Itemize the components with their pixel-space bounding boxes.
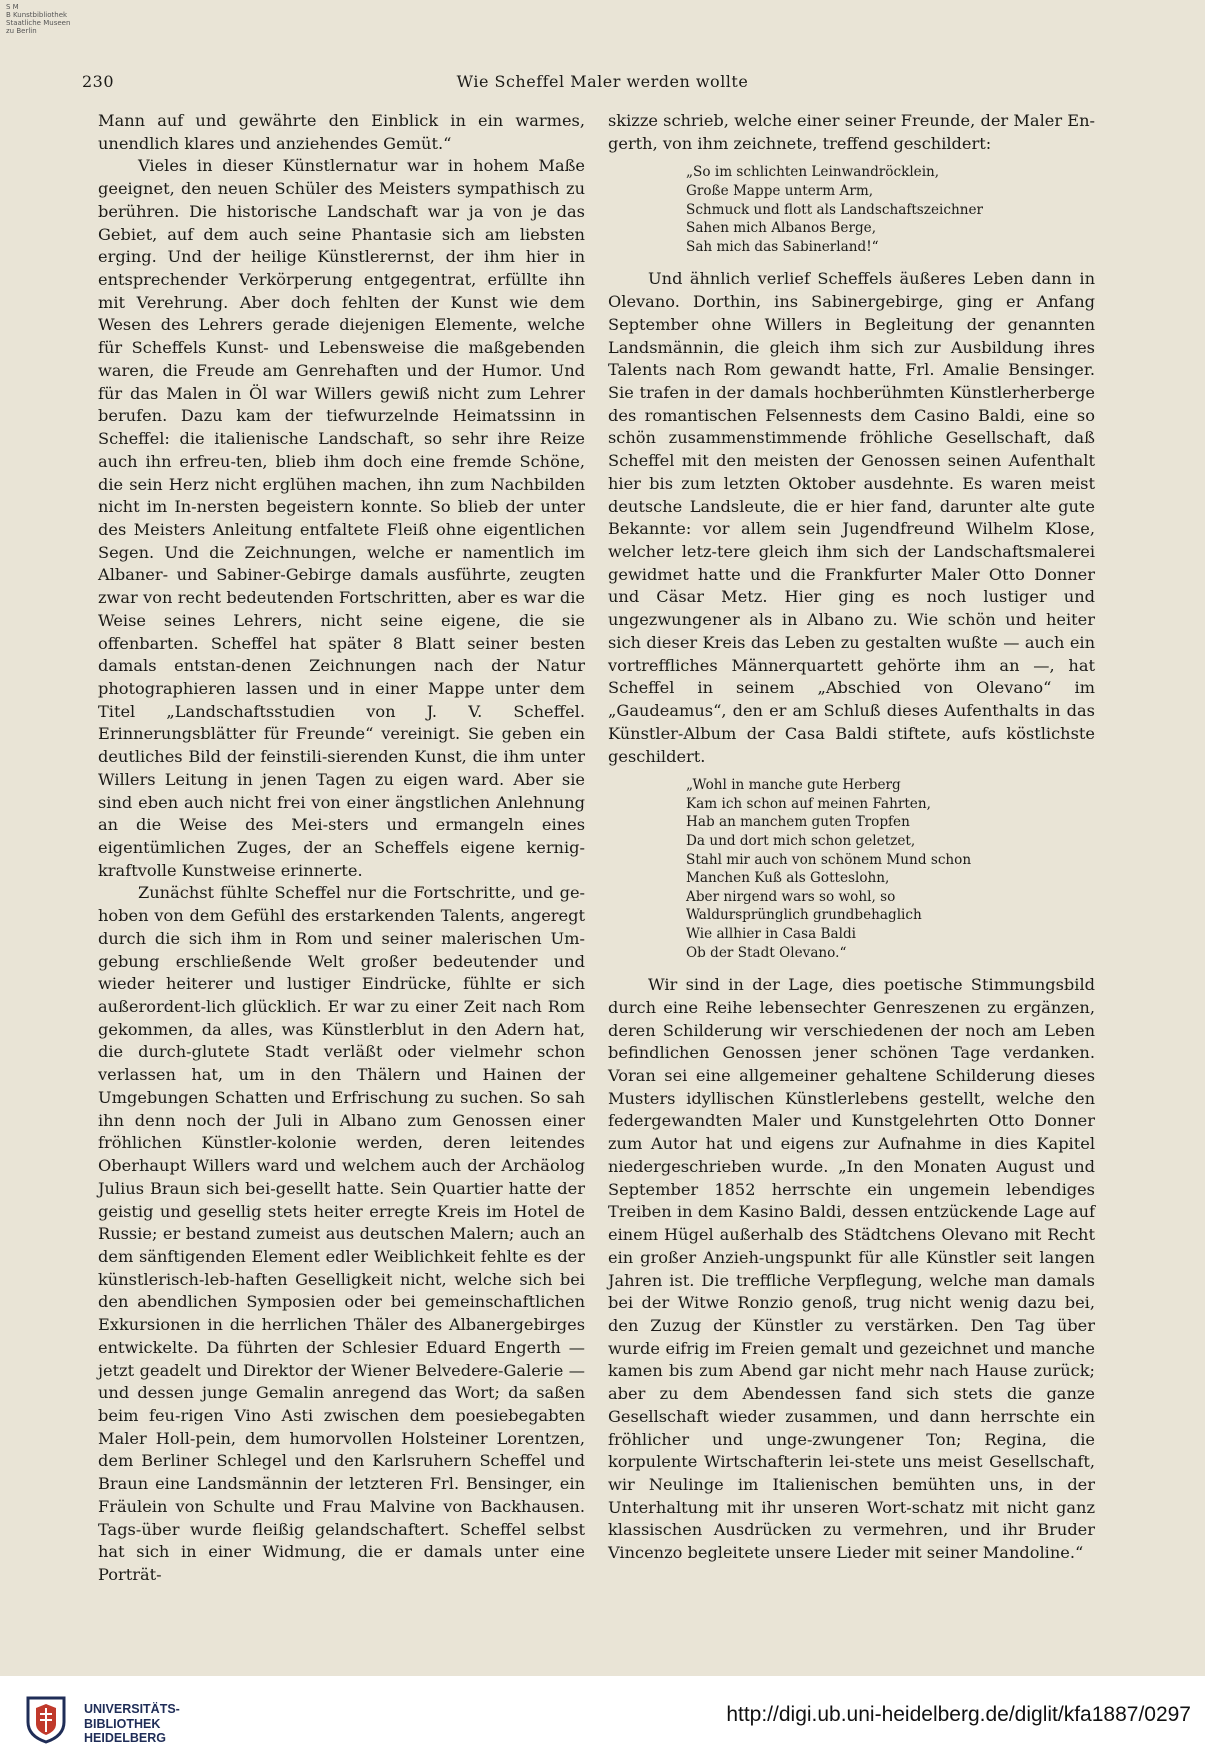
poem-line: Manchen Kuß als Gotteslohn, <box>686 870 890 887</box>
poem-line: Stahl mir auch von schönem Mund schon <box>686 851 972 868</box>
poem-line: „Wohl in manche gute Herberg <box>686 777 901 794</box>
library-stamp <box>6 3 70 35</box>
library-name-line: UNIVERSITÄTS- <box>84 1702 180 1716</box>
poem-line: Aber nirgend wars so wohl, so <box>686 888 896 905</box>
stamp-line: Staatliche Museen <box>6 19 71 27</box>
poem-line: Kam ich schon auf meinen Fahrten, <box>686 795 931 812</box>
stamp-line: zu Berlin <box>6 27 37 35</box>
poem-line: Da und dort mich schon geletzet, <box>686 833 916 849</box>
library-name <box>84 1702 180 1746</box>
paragraph: Vieles in dieser Künstlernatur war in hohem Maße geeignet, den neuen Schüler des Meisters sympathisch zu berühren. Die historische Landschaft war ja von je das Gebiet, auf dem auch seine Phantasie sich am liebsten erging. Und der heilige Künstlerernst, der ihm hier in entsprechender Verkörperung entgegentrat, erfüllte ihn mit Verehrung. Aber doch fehlten der Kunst wie dem Wesen des Lehrers gerade diejenigen Elemente, welche für Scheffels Kunst- und Lebensweise die maßgebenden waren, die Freude am Genrehaften und der Humor. Und für das Malen in Öl war Willers gewiß nicht zum Lehrer berufen. Dazu kam der tiefwurzelnde Heimatssinn in Scheffel: die italienische Landschaft, so sehr ihre Reize auch ihn erfreu-ten, blieb ihm doch eine fremde Schöne, die sein Herz nicht erglühen machen, ihn zum Nachbilden nicht im In-nersten begeistern konnte. So blieb der unter des Meisters Anleitung entfaltete Fleiß ohne eigentlichen Segen. Und die Zeichnungen, welche er namentlich im Albaner- und Sabiner-Gebirge damals ausführte, zeugten zwar von recht bedeutenden Fortschritten, aber es war die Weise seines Lehrers, nicht seine eigene, die sie offenbarten. Scheffel hat später 8 Blatt seiner besten damals entstan-denen Zeichnungen nach der Natur photographieren lassen und in einer Mappe unter dem Titel „Landschaftsstudien von J. V. Scheffel. Erinnerungsblätter für Freunde“ vereinigt. Sie geben ein deutliches Bild der feinstili-sierenden Kunst, die ihm unter Willers Leitung in jenen Tagen zu eigen ward. Aber sie sind eben auch nicht frei von einer ängstlichen Anlehnung an die Weise des Mei-sters und ermangeln eines eigentümlichen Zuges, der an Scheffels eigene kernig-kraftvolle Kunstweise erinnerte. <box>98 156 585 880</box>
stamp-line: S M <box>6 3 19 11</box>
poem-line: Sah mich das Sabinerland!“ <box>686 238 879 255</box>
stamp-line: B Kunstbibliothek <box>6 11 68 19</box>
library-name-line: HEIDELBERG <box>84 1731 166 1745</box>
page-title: Wie Scheffel Maler werden wollte <box>456 72 749 91</box>
left-column <box>98 110 585 1587</box>
running-head <box>80 72 1125 96</box>
poem-line: Ob der Stadt Olevano.“ <box>686 944 847 961</box>
right-column <box>608 110 1095 1565</box>
poem-quote <box>686 776 1095 962</box>
poem-line: Große Mappe unterm Arm, <box>686 183 874 200</box>
university-seal-icon <box>24 1694 68 1744</box>
poem-quote <box>686 163 1095 256</box>
poem-line: Schmuck und flott als Landschaftszeichner <box>686 201 984 218</box>
paragraph: skizze schrieb, welche einer seiner Freunde, der Maler En-gerth, von ihm zeichnete, treffend geschildert: <box>608 111 1095 153</box>
paragraph: Wir sind in der Lage, dies poetische Stimmungsbild durch eine Reihe lebensechter Genreszenen zu ergänzen, deren Schilderung wir verschiedenen der noch am Leben befindlichen Genossen jener schönen Tage verdanken. Voran sei eine allgemeiner gehaltene Schilderung dieses Musters idyllischen Künstlerlebens gestellt, welche den federgewandten Maler und Kunstgelehrten Otto Donner zum Autor hat und eigens zur Aufnahme in dies Kapitel niedergeschrieben wurde. „In den Monaten August und September 1852 herrschte ein ungemein lebendiges Treiben in dem Kasino Baldi, dessen entzückende Lage auf einem Hügel außerhalb des Städtchens Olevano mit Recht ein großer Anzieh-ungspunkt für alle Künstler seit langen Jahren ist. Die treffliche Verpflegung, welche man damals bei der Witwe Ronzio genoß, trug nicht wenig dazu bei, den Zuzug der Künstler zu verstärken. Den Tag über wurde eifrig im Freien gemalt und gezeichnet und manche kamen bis zum Abend gar nicht mehr nach Hause zurück; aber zu dem Abendessen fand sich stets die ganze Gesellschaft wieder zusammen, und dann herrschte ein fröhlicher und unge-zwungener Ton; Regina, die korpulente Wirtschafterin lei-stete uns meist Gesellschaft, wir Neulinge im Italienischen bemühten uns, in der Unterhaltung mit ihr unseren Wort-schatz mit nicht ganz klassischen Ausdrücken zu vermehren, und ihr Bruder Vincenzo begleitete unsere Lieder mit seiner Mandoline.“ <box>608 975 1095 1563</box>
poem-line: Hab an manchem guten Tropfen <box>686 814 910 831</box>
paragraph: Zunächst fühlte Scheffel nur die Fortschritte, und ge-hoben von dem Gefühl des erstarkenden Talents, angeregt durch die sich ihm in Rom und seiner malerischen Um-gebung erschließende Welt großer bedeutender und wieder heiterer und lustiger Eindrücke, fühlte er sich außerordent-lich glücklich. Er war zu einer Zeit nach Rom gekommen, da alles, was Künstlerblut in den Adern hat, die durch-glutete Stadt verläßt oder vielmehr schon verlassen hat, um in den Thälern und Hainen der Umgebungen Schatten und Erfrischung zu suchen. So sah ihn denn noch der Juli in Albano zum Genossen einer fröhlichen Künstler-kolonie werden, deren leitendes Oberhaupt Willers ward und welchem auch der Archäolog Julius Braun sich bei-gesellt hatte. Sein Quartier hatte der geistig und gesellig stets heiter erregte Kreis im Hotel de Russie; er bestand zumeist aus deutschen Malern; auch an dem sänftigenden Element edler Weiblichkeit fehlte es der künstlerisch-leb-haften Geselligkeit nicht, welche sich bei den abendlichen Symposien oder bei gemeinschaftlichen Exkursionen in die herrlichen Thäler des Albanergebirges entwickelte. Da führten der Schlesier Eduard Engerth — jetzt geadelt und Direktor der Wiener Belvedere-Galerie — und dessen junge Gemalin anregend das Wort; da saßen beim feu-rigen Vino Asti zwischen dem poesiebegabten Maler Holl-pein, dem humorvollen Holsteiner Lorentzen, dem Berliner Schlegel und den Karlsruhern Scheffel und Braun eine Landsmännin der letzteren Frl. Bensinger, ein Fräulein von Schulte und Frau Malvine von Backhausen. Tags-über wurde fleißig gelandschaftert. Scheffel selbst hat sich in einer Widmung, die er damals unter eine Porträt- <box>98 883 585 1584</box>
poem-line: Sahen mich Albanos Berge, <box>686 220 877 237</box>
poem-line: Wie allhier in Casa Baldi <box>686 925 857 942</box>
poem-line: Waldursprünglich grundbehaglich <box>686 907 922 924</box>
source-url[interactable]: http://digi.ub.uni-heidelberg.de/diglit/kfa1887/0297 <box>726 1703 1191 1726</box>
footer-bar <box>0 1676 1205 1764</box>
paragraph: Mann auf und gewährte den Einblick in ein warmes, unendlich klares und anziehendes Gemüt.“ <box>98 111 585 153</box>
page-number: 230 <box>82 72 115 91</box>
paragraph: Und ähnlich verlief Scheffels äußeres Leben dann in Olevano. Dorthin, ins Sabinergebirge, ging er Anfang September ohne Willers in Begleitung der genannten Landsmännin, die gleich ihm sich zur Ausbildung ihres Talents nach Rom gewandt hatte, Frl. Amalie Bensinger. Sie trafen in der damals hochberühmten Künstlerherberge des romantischen Felsennests dem Casino Baldi, eine so schön zusammenstimmende fröhliche Gesellschaft, daß Scheffel mit den meisten der Genossen seinen Aufenthalt hier bis zum letzten Oktober ausdehnte. Es waren meist deutsche Landsleute, die er hier fand, darunter alte gute Bekannte: vor allem sein Jugendfreund Wilhelm Klose, welcher letz-tere gleich ihm sich der Landschaftsmalerei gewidmet hatte und die Frankfurter Maler Otto Donner und Cäsar Metz. Hier ging es noch lustiger und ungezwungener als in Albano zu. Wie schön und heiter sich dieser Kreis das Leben zu gestalten wußte — auch ein vortreffliches Männerquartett gehörte ihm an —, hat Scheffel in seinem „Abschied von Olevano“ im „Gaudeamus“, den er am Schluß dieses Aufenthalts in das Künstler-Album der Casa Baldi stiftete, aufs köstlichste geschildert. <box>608 269 1095 766</box>
library-name-line: BIBLIOTHEK <box>84 1716 161 1731</box>
poem-line: „So im schlichten Leinwandröcklein, <box>686 164 940 181</box>
